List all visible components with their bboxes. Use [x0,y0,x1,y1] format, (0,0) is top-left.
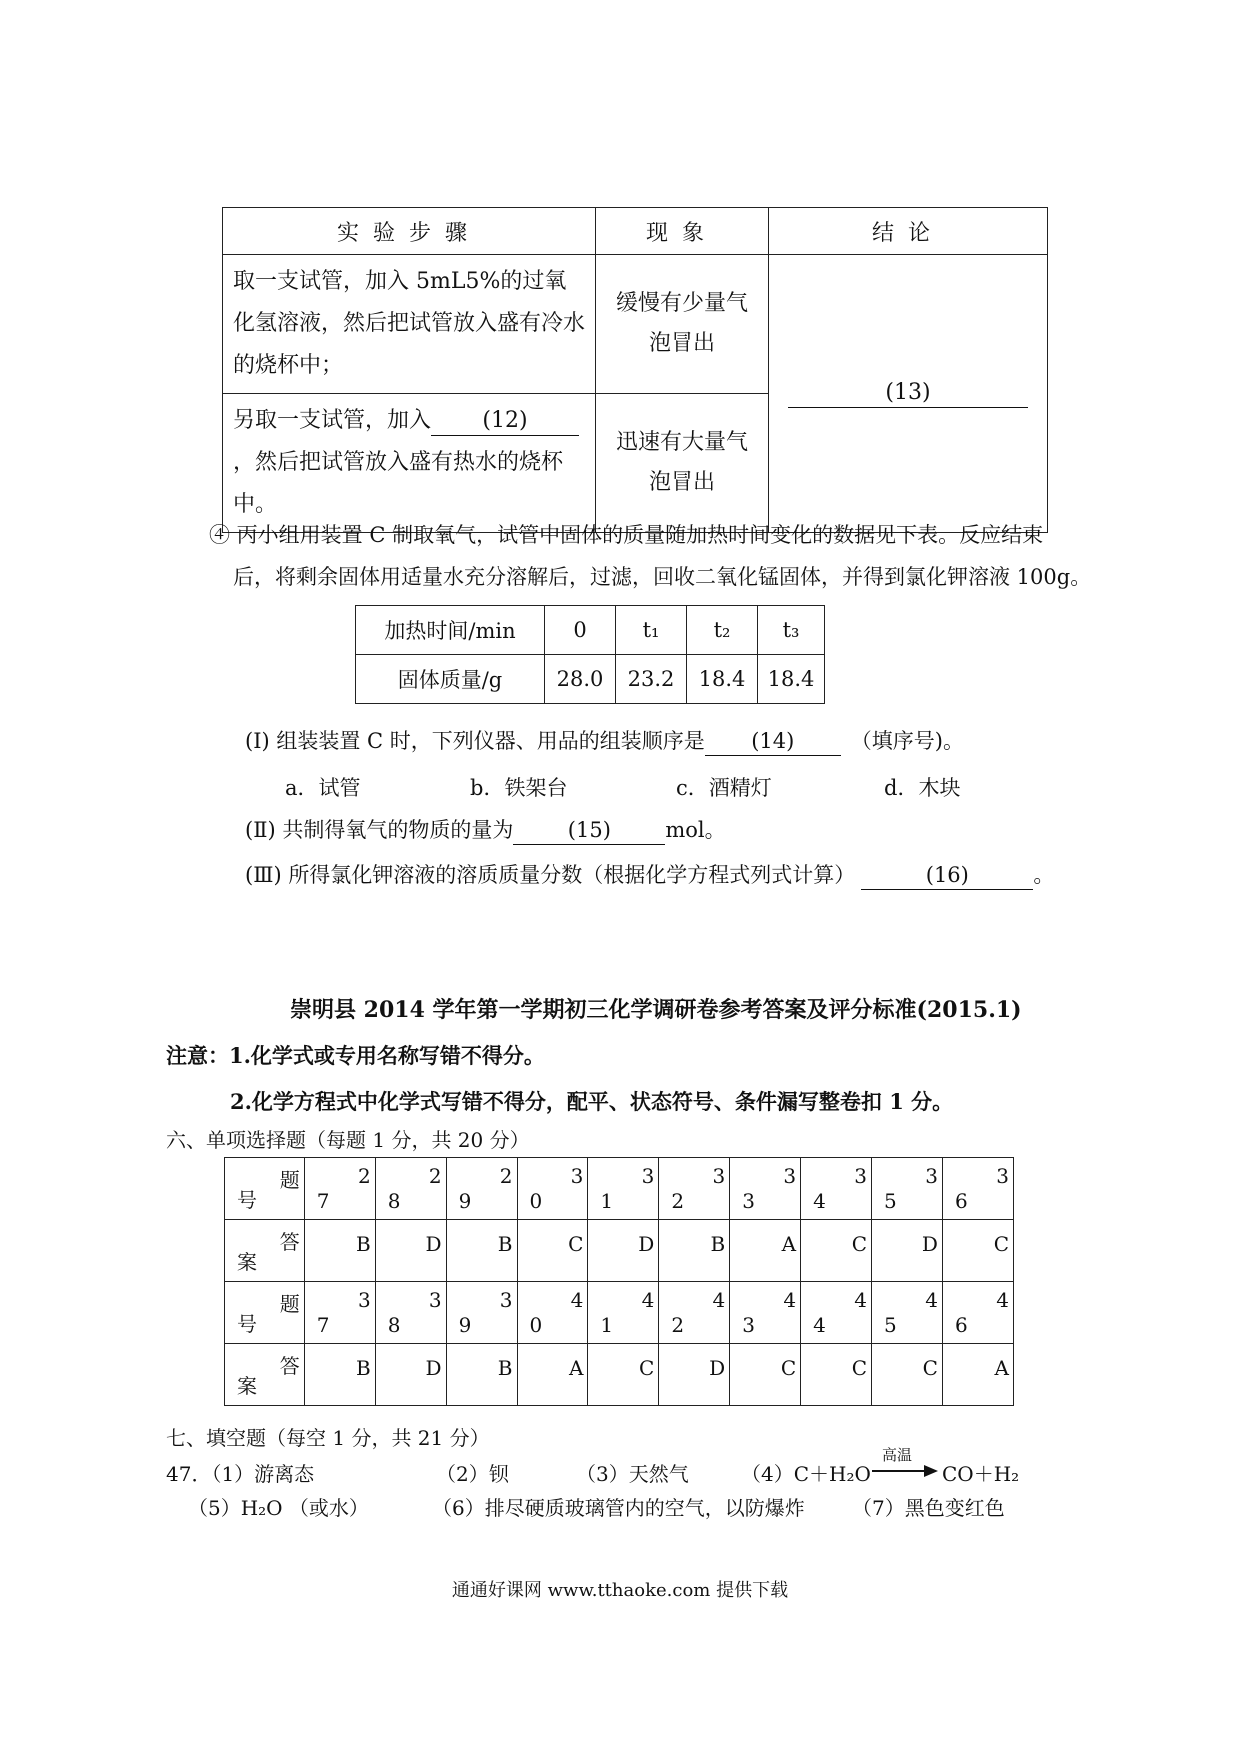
digit-tens: 3 [570,1164,584,1188]
answer-cell [872,1344,943,1406]
option-d: d．木块 [884,776,961,800]
header-phenomenon: 现象 [596,208,769,255]
digit-ones: 1 [600,1189,614,1213]
answer-letter: D [425,1232,442,1256]
question-number-cell [375,1282,446,1344]
digit-tens: 3 [854,1164,868,1188]
row-label-answer [225,1344,305,1406]
answer-cell [588,1220,659,1282]
label-top: 题 [279,1292,300,1316]
blank-15[interactable]: (15) [513,816,665,845]
question-number-cell [942,1282,1013,1344]
answer-letter: B [497,1356,513,1380]
header-steps: 实验步骤 [223,208,596,255]
label-bottom: 案 [237,1250,257,1274]
answer-letter: C [922,1356,938,1380]
digit-tens: 3 [783,1164,797,1188]
mass-cell: 18.4 [758,655,825,704]
digit-ones: 5 [884,1189,897,1213]
answer-cell [801,1344,872,1406]
option-b: b．铁架台 [470,776,568,800]
q47-7: （7）黑色变红色 [852,1496,1005,1520]
q47-2: （2）钡 [436,1462,509,1486]
option-a: a．试管 [285,776,361,800]
digit-ones: 9 [458,1313,472,1337]
answer-cell [659,1344,730,1406]
question-number-cell [942,1158,1013,1220]
answer-cell [517,1220,588,1282]
q47-4b: CO＋H₂ [942,1462,1020,1486]
answer-cell [942,1344,1013,1406]
option-c: c．酒精灯 [676,776,772,800]
digit-tens: 3 [428,1288,442,1312]
answer-cell [375,1344,446,1406]
answer-cell [942,1220,1013,1282]
answer-cell [375,1220,446,1282]
answer-cell [730,1344,801,1406]
question-number-cell [801,1282,872,1344]
footer-text: 通通好课网 www.tthaoke.com 提供下载 [451,1580,789,1601]
question-number-cell [517,1282,588,1344]
digit-ones: 9 [458,1189,472,1213]
label-top: 答 [279,1230,300,1254]
question-number-cell [730,1282,801,1344]
question-number-cell [375,1158,446,1220]
answer-note2: 2.化学方程式中化学式写错不得分，配平、状态符号、条件漏写整卷扣 1 分。 [230,1089,954,1114]
digit-ones: 6 [954,1313,968,1337]
question-number-cell [872,1158,943,1220]
question-number-cell [588,1158,659,1220]
q4-line1: ④ 丙小组用装置 C 制取氧气，试管中固体的质量随加热时间变化的数据见下表。反应结束 [209,523,1044,547]
answer-cell [446,1344,517,1406]
digit-ones: 2 [671,1189,685,1213]
blank-14[interactable]: (14) [705,727,841,756]
mass-cell: 23.2 [616,655,687,704]
mass-cell: 18.4 [687,655,758,704]
blank-12[interactable]: (12) [431,407,579,436]
digit-tens: 3 [712,1164,726,1188]
answer-cell [659,1220,730,1282]
answer-cell [801,1220,872,1282]
answer-letter: D [425,1356,442,1380]
answer-letter: C [639,1356,655,1380]
question-number-cell [517,1158,588,1220]
digit-ones: 7 [316,1313,330,1337]
answer-table [224,1157,1014,1406]
phenomenon-2: 迅速有大量气泡冒出 [596,394,769,533]
digit-ones: 3 [742,1313,755,1337]
time-cell: t₁ [616,606,687,655]
condition-label: 高温 [882,1446,913,1464]
digit-tens: 3 [925,1164,938,1188]
digit-ones: 5 [884,1313,897,1337]
question-number-cell [588,1282,659,1344]
answer-cell [446,1220,517,1282]
answer-cell [304,1220,375,1282]
row-label-time: 加热时间/min [356,606,545,655]
question-number-cell [659,1158,730,1220]
answer-letter: C [851,1232,868,1256]
question-number-cell [446,1282,517,1344]
label-bottom: 号 [237,1188,257,1212]
answer-letter: C [993,1232,1009,1256]
digit-tens: 3 [641,1164,655,1188]
q47-5: （5）H₂O （或水） [188,1496,369,1520]
digit-tens: 4 [641,1288,655,1312]
q47-4: （4）C＋H₂O [741,1462,871,1486]
answer-letter: A [568,1356,584,1380]
digit-ones: 4 [813,1313,826,1337]
heating-table [355,605,825,704]
digit-tens: 4 [712,1288,726,1312]
question-number-cell [446,1158,517,1220]
answer-cell [588,1344,659,1406]
digit-ones: 7 [316,1189,330,1213]
q47-line1 [166,1446,1166,1490]
digit-ones: 1 [600,1313,614,1337]
question-number-cell [304,1158,375,1220]
question-number-cell [659,1282,730,1344]
digit-ones: 2 [671,1313,685,1337]
label-top: 题 [279,1168,300,1192]
arrow-icon [872,1464,938,1478]
digit-ones: 0 [529,1189,543,1213]
sub-i: (Ⅰ) 组装装置 C 时，下列仪器、用品的组装顺序是 (14) （填序号)。 [245,726,964,756]
section7-title: 七、填空题（每空 1 分，共 21 分） [166,1426,490,1450]
q4-line2: 后，将剩余固体用适量水充分溶解后，过滤，回收二氧化锰固体，并得到氯化钾溶液 100g。 [233,565,1092,589]
label-top: 答 [279,1354,300,1378]
answer-letter: B [355,1232,371,1256]
mass-cell: 28.0 [545,655,616,704]
answer-letter: B [355,1356,371,1380]
blank-16[interactable]: (16) [861,861,1033,890]
q47-6: （6）排尽硬质玻璃管内的空气，以防爆炸 [432,1496,805,1520]
digit-tens: 4 [854,1288,868,1312]
digit-ones: 4 [813,1189,826,1213]
time-cell: 0 [545,606,616,655]
answer-letter: C [780,1356,797,1380]
digit-ones: 8 [387,1189,401,1213]
label-bottom: 号 [237,1312,257,1336]
q47-3: （3）天然气 [576,1462,689,1486]
phenomenon-1: 缓慢有少量气泡冒出 [596,255,769,394]
digit-tens: 3 [996,1164,1009,1188]
answer-letter: D [921,1232,938,1256]
answer-letter: C [568,1232,584,1256]
digit-tens: 4 [783,1288,797,1312]
label-bottom: 案 [237,1374,257,1398]
digit-tens: 4 [570,1288,584,1312]
digit-tens: 2 [357,1164,371,1188]
section6-title: 六、单项选择题（每题 1 分，共 20 分） [166,1128,530,1152]
answer-cell [517,1344,588,1406]
conclusion-cell [769,255,1048,533]
answer-letter: C [851,1356,868,1380]
digit-tens: 2 [428,1164,442,1188]
digit-ones: 3 [742,1189,755,1213]
question-number-cell [730,1158,801,1220]
time-cell: t₂ [687,606,758,655]
answer-cell [872,1220,943,1282]
row-label-answer [225,1220,305,1282]
q47-1: 47．（1）游离态 [166,1462,315,1486]
answer-note1: 注意：1.化学式或专用名称写错不得分。 [166,1043,545,1068]
question-number-cell [872,1282,943,1344]
digit-tens: 4 [996,1288,1009,1312]
answer-letter: A [994,1356,1009,1380]
answer-letter: D [709,1356,726,1380]
question-number-cell [304,1282,375,1344]
step-2: 另取一支试管，加入 (12)，然后把试管放入盛有热水的烧杯中。 [223,394,596,533]
q47-line2 [188,1492,1188,1524]
digit-ones: 8 [387,1313,401,1337]
answer-letter: B [710,1232,726,1256]
digit-tens: 2 [499,1164,513,1188]
answer-letter: D [638,1232,655,1256]
header-conclusion: 结论 [769,208,1048,255]
sub-iii: (Ⅲ) 所得氯化钾溶液的溶质质量分数（根据化学方程式列式计算） (16) 。 [245,860,1054,890]
sub-ii: (Ⅱ) 共制得氧气的物质的量为 (15) mol。 [245,815,726,845]
digit-tens: 3 [357,1288,371,1312]
answer-title: 崇明县 2014 学年第一学期初三化学调研卷参考答案及评分标准(2015.1) [290,997,1022,1023]
question-number-cell [801,1158,872,1220]
row-label-question-number [225,1282,305,1344]
answer-letter: B [497,1232,513,1256]
answer-cell [304,1344,375,1406]
row-label-mass: 固体质量/g [356,655,545,704]
reaction-arrow [872,1446,938,1484]
digit-tens: 3 [499,1288,513,1312]
step-1: 取一支试管，加入 5mL5%的过氧化氢溶液，然后把试管放入盛有冷水的烧杯中； [223,255,596,394]
digit-tens: 4 [925,1288,938,1312]
row-label-question-number [225,1158,305,1220]
blank-13[interactable]: (13) [788,379,1028,408]
answer-letter: A [781,1232,797,1256]
answer-cell [730,1220,801,1282]
experiment-table [222,207,1048,533]
time-cell: t₃ [758,606,825,655]
digit-ones: 0 [529,1313,543,1337]
digit-ones: 6 [954,1189,968,1213]
